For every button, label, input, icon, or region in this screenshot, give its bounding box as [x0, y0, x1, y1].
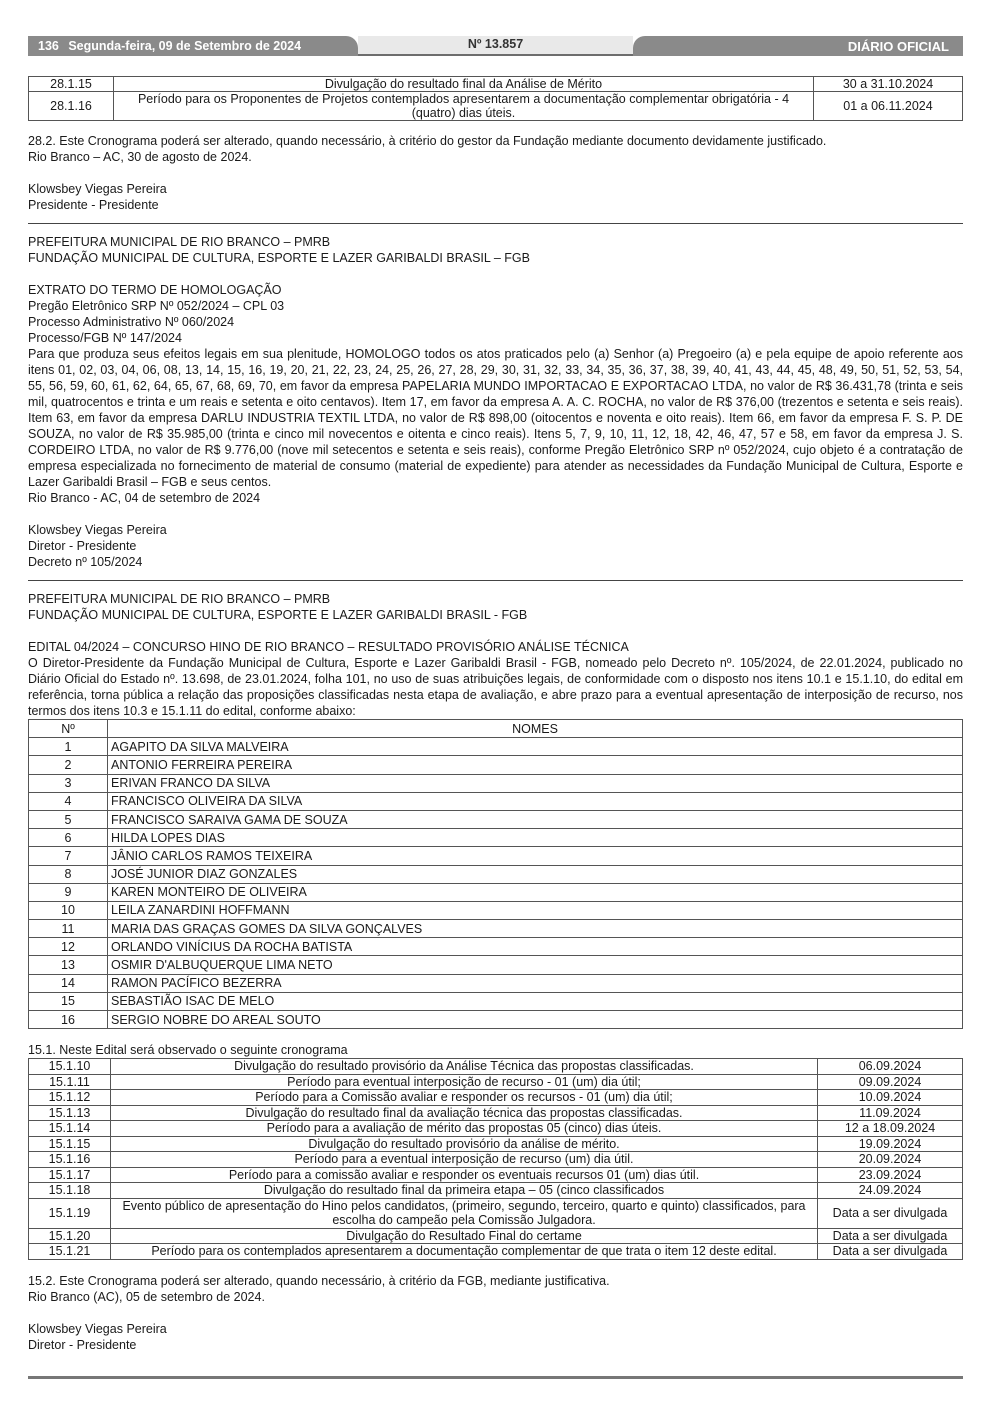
- signer-name: Klowsbey Viegas Pereira: [28, 1321, 167, 1336]
- table-row: [29, 1167, 963, 1183]
- column-header-number: Nº: [29, 720, 108, 738]
- table-row: [29, 1011, 963, 1029]
- name-cell: JÂNIO CARLOS RAMOS TEIXEIRA: [108, 847, 963, 865]
- journal-name: DIÁRIO OFICIAL: [633, 36, 963, 56]
- table-row: [29, 1136, 963, 1152]
- top-schedule-table: [28, 76, 963, 121]
- date-cell: 06.09.2024: [818, 1059, 963, 1075]
- document-page: [28, 36, 963, 1353]
- names-table: [28, 719, 963, 1029]
- item-cell: 15.1.13: [29, 1105, 111, 1121]
- date-cell: Data a ser divulgada: [818, 1244, 963, 1260]
- number-cell: 10: [29, 901, 108, 919]
- section-divider: [28, 580, 963, 581]
- item-cell: 15.1.18: [29, 1183, 111, 1199]
- desc-cell: Período para a comissão avaliar e responder os eventuais recursos 01 (um) dias útil.: [111, 1167, 818, 1183]
- table-row: [29, 1228, 963, 1244]
- place-date: Rio Branco – AC, 30 de agosto de 2024.: [28, 150, 252, 164]
- item-cell: 15.1.21: [29, 1244, 111, 1260]
- table-row: [29, 1090, 963, 1106]
- org-line: FUNDAÇÃO MUNICIPAL DE CULTURA, ESPORTE E LAZER GARIBALDI BRASIL – FGB: [28, 251, 530, 265]
- date-cell: 01 a 06.11.2024: [814, 92, 963, 121]
- item-cell: 15.1.10: [29, 1059, 111, 1075]
- number-cell: 5: [29, 810, 108, 828]
- number-cell: 8: [29, 865, 108, 883]
- body-paragraph: O Diretor-Presidente da Fundação Municipal de Cultura, Esporte e Lazer Garibaldi Brasil - FGB, nomeado pelo Decreto nº. 105/2024, de 22.01.2024, publicado no Diário Oficial do Estado nº. 13.698, de 23.01.2024, folha 101, no uso de suas atribuições legais, de conformidade com o disposto nos itens 10.1 e 15.1.10, do edital em referência, torna pública a relação das proposições classificadas nesta etapa de avaliação, e abre prazo para a eventual apresentação de interposição de recurso, nos termos dos itens 10.3 e 15.1.11 do edital, conforme abaixo:: [28, 656, 963, 718]
- section-edital-closing: [28, 1273, 963, 1353]
- name-cell: JOSÉ JUNIOR DIAZ GONZALES: [108, 865, 963, 883]
- date-cell: 23.09.2024: [818, 1167, 963, 1183]
- section-homologacao: [28, 234, 963, 570]
- section-cronograma-note: [28, 133, 963, 213]
- name-cell: ANTONIO FERREIRA PEREIRA: [108, 756, 963, 774]
- date-cell: 20.09.2024: [818, 1152, 963, 1168]
- name-cell: ORLANDO VINÍCIUS DA ROCHA BATISTA: [108, 938, 963, 956]
- number-cell: 9: [29, 883, 108, 901]
- place-date: Rio Branco (AC), 05 de setembro de 2024.: [28, 1289, 265, 1304]
- table-header-row: [29, 720, 963, 738]
- table-row: [29, 847, 963, 865]
- date-cell: Data a ser divulgada: [818, 1228, 963, 1244]
- org-line: FUNDAÇÃO MUNICIPAL DE CULTURA, ESPORTE E LAZER GARIBALDI BRASIL - FGB: [28, 608, 528, 622]
- date-cell: 19.09.2024: [818, 1136, 963, 1152]
- number-cell: 4: [29, 792, 108, 810]
- signer-decree: Decreto nº 105/2024: [28, 555, 143, 569]
- desc-cell: Evento público de apresentação do Hino pelos candidatos, (primeiro, segundo, terceiro, quarto e quinto) classificados, para escolha do campeão pela Comissão Julgadora.: [111, 1198, 818, 1228]
- name-cell: SERGIO NOBRE DO AREAL SOUTO: [108, 1011, 963, 1029]
- desc-cell: Divulgação do resultado final da avaliação técnica das propostas classificadas.: [111, 1105, 818, 1121]
- number-cell: 14: [29, 974, 108, 992]
- section-title: EXTRATO DO TERMO DE HOMOLOGAÇÃO: [28, 283, 282, 297]
- page-number: 136: [38, 39, 59, 53]
- item-cell: 15.1.15: [29, 1136, 111, 1152]
- date-cell: Data a ser divulgada: [818, 1198, 963, 1228]
- name-cell: FRANCISCO SARAIVA GAMA DE SOUZA: [108, 810, 963, 828]
- desc-cell: Período para os Proponentes de Projetos contemplados apresentarem a documentação complementar obrigatória - 4 (quatro) dias úteis.: [114, 92, 814, 121]
- table-row: [29, 1152, 963, 1168]
- header-left-tab: [28, 36, 358, 56]
- section-edital: [28, 591, 963, 719]
- number-cell: 3: [29, 774, 108, 792]
- table-row: [29, 992, 963, 1010]
- name-cell: FRANCISCO OLIVEIRA DA SILVA: [108, 792, 963, 810]
- paragraph: 28.2. Este Cronograma poderá ser alterado, quando necessário, à critério do gestor da Fundação mediante documento devidamente justificado.: [28, 134, 827, 148]
- desc-cell: Período para eventual interposição de recurso - 01 (um) dia útil;: [111, 1074, 818, 1090]
- number-cell: 11: [29, 920, 108, 938]
- info-line: Processo/FGB Nº 147/2024: [28, 331, 182, 345]
- date-cell: 10.09.2024: [818, 1090, 963, 1106]
- header-date: Segunda-feira, 09 de Setembro de 2024: [68, 39, 302, 53]
- number-cell: 12: [29, 938, 108, 956]
- table-row: [29, 1105, 963, 1121]
- info-line: Pregão Eletrônico SRP Nº 052/2024 – CPL 03: [28, 299, 285, 313]
- date-cell: 24.09.2024: [818, 1183, 963, 1199]
- table-row: [29, 92, 963, 121]
- table-row: [29, 1059, 963, 1075]
- schedule-table: [28, 1058, 963, 1260]
- table-row: [29, 829, 963, 847]
- desc-cell: Período para a Comissão avaliar e responder os recursos - 01 (um) dia útil;: [111, 1090, 818, 1106]
- section-title: EDITAL 04/2024 – CONCURSO HINO DE RIO BRANCO – RESULTADO PROVISÓRIO ANÁLISE TÉCNICA: [28, 640, 629, 654]
- table-row: [29, 974, 963, 992]
- item-cell: 15.1.14: [29, 1121, 111, 1137]
- signer-role: Diretor - Presidente: [28, 539, 137, 553]
- number-cell: 1: [29, 738, 108, 756]
- date-cell: 12 a 18.09.2024: [818, 1121, 963, 1137]
- name-cell: RAMON PACÍFICO BEZERRA: [108, 974, 963, 992]
- signer-name: Klowsbey Viegas Pereira: [28, 523, 167, 537]
- item-cell: 15.1.20: [29, 1228, 111, 1244]
- name-cell: ERIVAN FRANCO DA SILVA: [108, 774, 963, 792]
- table-row: [29, 792, 963, 810]
- table-row: [29, 938, 963, 956]
- issue-number: Nº 13.857: [358, 36, 633, 54]
- name-cell: OSMIR D'ALBUQUERQUE LIMA NETO: [108, 956, 963, 974]
- date-cell: 09.09.2024: [818, 1074, 963, 1090]
- schedule-intro: 15.1. Neste Edital será observado o seguinte cronograma: [28, 1043, 348, 1058]
- table-row: [29, 77, 963, 92]
- footer-rule: [28, 1376, 963, 1379]
- item-cell: 15.1.16: [29, 1152, 111, 1168]
- desc-cell: Divulgação do Resultado Final do certame: [111, 1228, 818, 1244]
- desc-cell: Período para os contemplados apresentarem a documentação complementar de que trata o item 12 deste edital.: [111, 1244, 818, 1260]
- item-cell: 28.1.15: [29, 77, 114, 92]
- table-row: [29, 920, 963, 938]
- number-cell: 7: [29, 847, 108, 865]
- table-row: [29, 1121, 963, 1137]
- name-cell: HILDA LOPES DIAS: [108, 829, 963, 847]
- date-cell: 30 a 31.10.2024: [814, 77, 963, 92]
- item-cell: 15.1.12: [29, 1090, 111, 1106]
- table-row: [29, 1183, 963, 1199]
- name-cell: KAREN MONTEIRO DE OLIVEIRA: [108, 883, 963, 901]
- number-cell: 15: [29, 992, 108, 1010]
- desc-cell: Divulgação do resultado final da Análise de Mérito: [114, 77, 814, 92]
- signer-name: Klowsbey Viegas Pereira: [28, 182, 167, 196]
- table-row: [29, 738, 963, 756]
- desc-cell: Divulgação do resultado final da primeira etapa – 05 (cinco classificados: [111, 1183, 818, 1199]
- number-cell: 13: [29, 956, 108, 974]
- table-row: [29, 810, 963, 828]
- table-row: [29, 756, 963, 774]
- table-row: [29, 1198, 963, 1228]
- section-divider: [28, 223, 963, 224]
- info-line: Processo Administrativo Nº 060/2024: [28, 315, 235, 329]
- signer-role: Diretor - Presidente: [28, 1337, 137, 1352]
- body-paragraph: Para que produza seus efeitos legais em sua plenitude, HOMOLOGO todos os atos praticados pelo (a) Senhor (a) Pregoeiro (a) e pela equipe de apoio referente aos itens 01, 02, 03, 04, 06, 08, 13, 14, 15, 16, 19, 20, 21, 22, 23, 24, 25, 26, 27, 28, 29, 30, 31, 32, 33, 34, 35, 36, 37, 38, 39, 40, 41, 43, 44, 45, 48, 49, 50, 51, 52, 53, 54, 55, 56, 59, 60, 61, 62, 64, 65, 67, 68, 69, 70, em favor da empresa PAPELARIA MUNDO IMPORTACAO E EXPORTACAO LTDA, no valor de R$ 36.431,78 (trinta e seis mil, quatrocentos e trinta e um reais e setenta e oito centavos). Item 17, em favor da empresa A. A. C. ROCHA, no valor de R$ 376,00 (trezentos e setenta e seis reais). Item 63, em favor da empresa DARLU INDUSTRIA TEXTIL LTDA, no valor de R$ 898,00 (oitocentos e noventa e oito reais). Item 66, em favor da empresa F. S. P. DE SOUZA, no valor de R$ 35.985,00 (trinta e cinco mil novecentos e oitenta e cinco reais). Itens 5, 7, 9, 10, 11, 12, 18, 42, 46, 47, 57 e 58, em favor da empresa J. S. CORDEIRO LTDA, no valor de R$ 9.776,00 (nove mil setecentos e setenta e seis reais), conforme Pregão Eletrônico SRP nº 052/2024, cujo objeto é a contratação de empresa especializada no fornecimento de material de consumo (material de expediente) para atender as necessidades da Fundação Municipal de Cultura, Esporte e Lazer Garibaldi Brasil – FGB e seus centos.: [28, 347, 963, 489]
- table-row: [29, 1074, 963, 1090]
- desc-cell: Período para a avaliação de mérito das propostas 05 (cinco) dias úteis.: [111, 1121, 818, 1137]
- table-row: [29, 901, 963, 919]
- name-cell: MARIA DAS GRAÇAS GOMES DA SILVA GONÇALVES: [108, 920, 963, 938]
- desc-cell: Divulgação do resultado provisório da análise de mérito.: [111, 1136, 818, 1152]
- name-cell: LEILA ZANARDINI HOFFMANN: [108, 901, 963, 919]
- table-row: [29, 956, 963, 974]
- org-line: PREFEITURA MUNICIPAL DE RIO BRANCO – PMRB: [28, 592, 331, 606]
- name-cell: SEBASTIÃO ISAC DE MELO: [108, 992, 963, 1010]
- item-cell: 15.1.17: [29, 1167, 111, 1183]
- page-header: [28, 36, 963, 58]
- table-row: [29, 865, 963, 883]
- date-cell: 11.09.2024: [818, 1105, 963, 1121]
- table-row: [29, 774, 963, 792]
- number-cell: 6: [29, 829, 108, 847]
- org-line: PREFEITURA MUNICIPAL DE RIO BRANCO – PMRB: [28, 235, 331, 249]
- signer-role: Presidente - Presidente: [28, 198, 159, 212]
- place-date: Rio Branco - AC, 04 de setembro de 2024: [28, 491, 261, 505]
- item-cell: 15.1.19: [29, 1198, 111, 1228]
- number-cell: 16: [29, 1011, 108, 1029]
- table-row: [29, 883, 963, 901]
- item-cell: 15.1.11: [29, 1074, 111, 1090]
- name-cell: AGAPITO DA SILVA MALVEIRA: [108, 738, 963, 756]
- paragraph: 15.2. Este Cronograma poderá ser alterado, quando necessário, à critério da FGB, mediante justificativa.: [28, 1273, 610, 1288]
- column-header-names: NOMES: [108, 720, 963, 738]
- table-row: [29, 1244, 963, 1260]
- number-cell: 2: [29, 756, 108, 774]
- desc-cell: Período para a eventual interposição de recurso (um) dia útil.: [111, 1152, 818, 1168]
- desc-cell: Divulgação do resultado provisório da Análise Técnica das propostas classificadas.: [111, 1059, 818, 1075]
- item-cell: 28.1.16: [29, 92, 114, 121]
